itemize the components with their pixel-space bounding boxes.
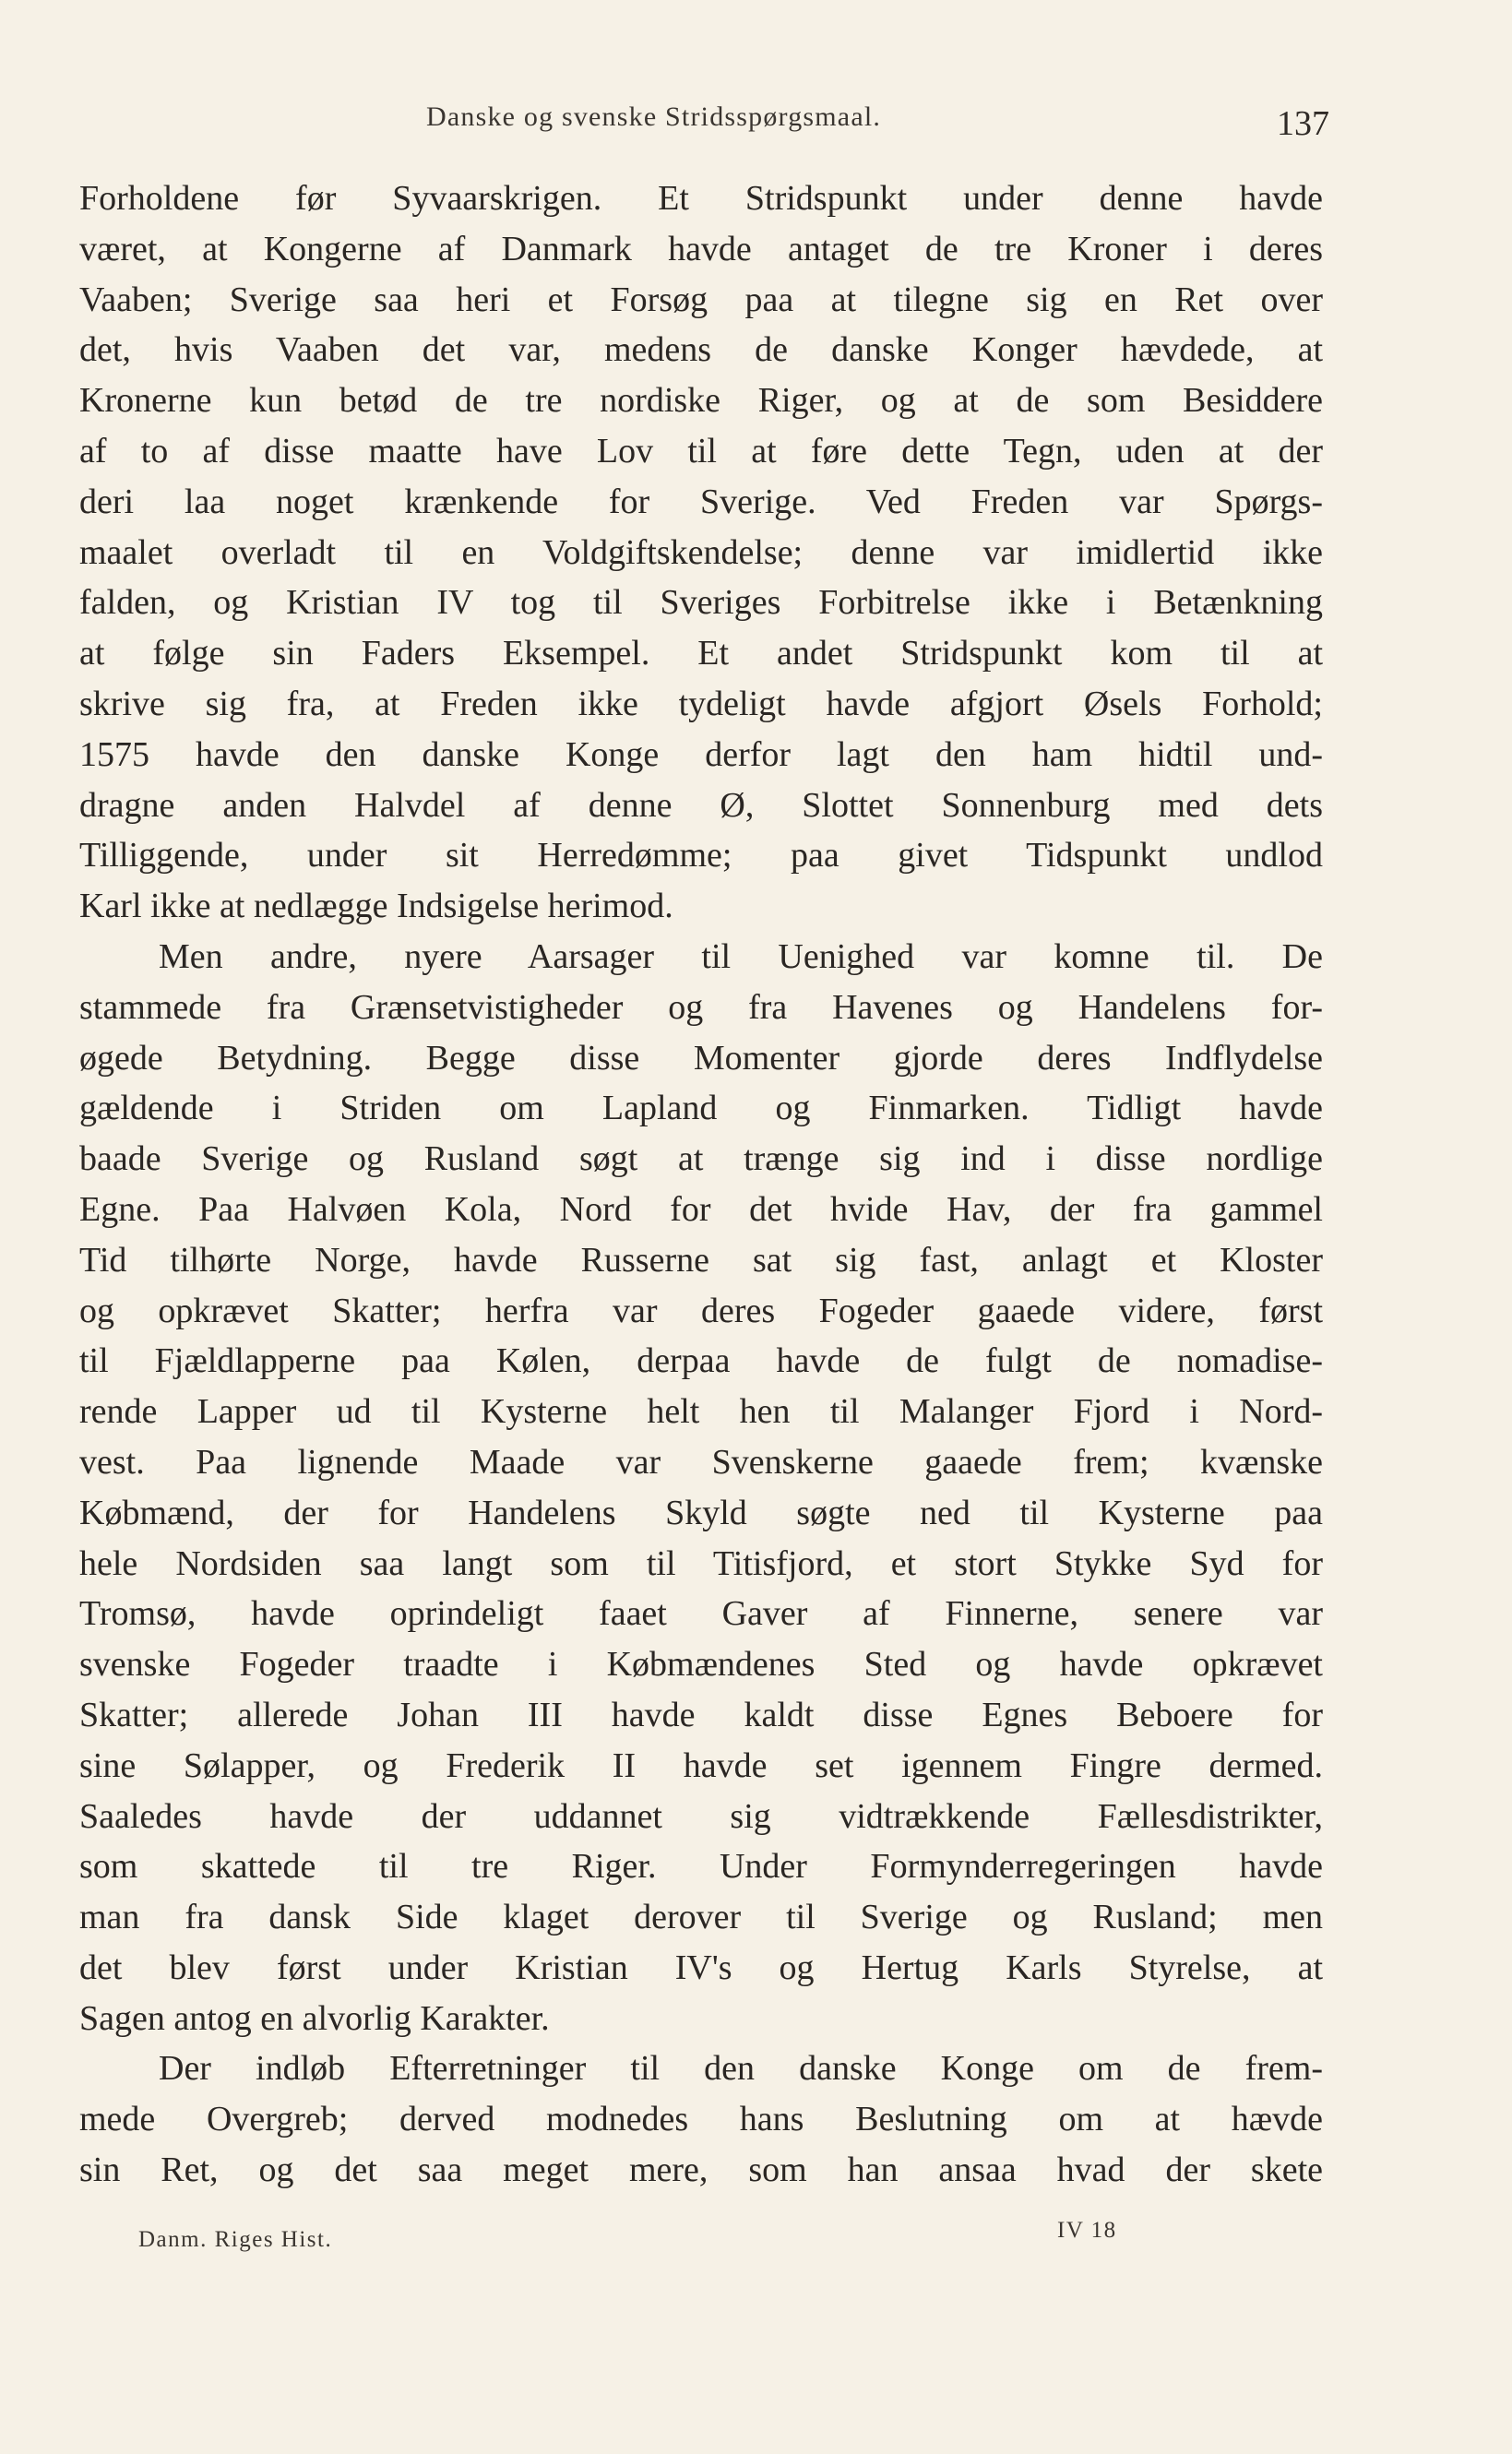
text-line: rende Lapper ud til Kysterne helt hen til Malanger Fjord i Nord- xyxy=(79,1392,1323,1432)
text-line: Karl ikke at nedlægge Indsigelse herimod. xyxy=(79,887,673,926)
text-line: Tilliggende, under sit Herredømme; paa givet Tidspunkt undlod xyxy=(79,836,1323,876)
text-line: Købmænd, der for Handelens Skyld søgte ned til Kysterne paa xyxy=(79,1493,1323,1532)
text-line: Sagen antog en alvorlig Karakter. xyxy=(79,1998,550,2038)
text-line: Saaledes havde der uddannet sig vidtrækkende Fællesdistrikter, xyxy=(79,1796,1323,1836)
body-text xyxy=(79,173,1323,2196)
page-number: 137 xyxy=(1277,104,1329,143)
text-line: som skattede til tre Riger. Under Formynderregeringen havde xyxy=(79,1847,1323,1887)
text-line: Tromsø, havde oprindeligt faaet Gaver af Finnerne, senere var xyxy=(79,1594,1323,1634)
running-title: Danske og svenske Stridsspørgsmaal. xyxy=(426,101,882,132)
text-line: sin Ret, og det saa meget mere, som han ansaa hvad der skete xyxy=(79,2150,1323,2190)
text-line: øgede Betydning. Begge disse Momenter gjorde deres Indflydelse xyxy=(79,1038,1323,1078)
text-line: man fra dansk Side klaget derover til Sverige og Rusland; men xyxy=(79,1898,1323,1937)
text-line: været, at Kongerne af Danmark havde antaget de tre Kroner i deres xyxy=(79,229,1323,268)
text-line: Kronerne kun betød de tre nordiske Riger, og at de som Besiddere xyxy=(79,381,1323,421)
text-line: baade Sverige og Rusland søgt at trænge sig ind i disse nordlige xyxy=(79,1139,1323,1179)
signature-footer xyxy=(0,2218,1512,2264)
text-line: Der indløb Efterretninger til den danske Konge om de frem- xyxy=(159,2049,1323,2089)
text-line: deri laa noget krænkende for Sverige. Ved Freden var Spørgs- xyxy=(79,482,1323,521)
text-line: af to af disse maatte have Lov til at føre dette Tegn, uden at der xyxy=(79,431,1323,471)
text-line: Tid tilhørte Norge, havde Russerne sat sig fast, anlagt et Kloster xyxy=(79,1240,1323,1280)
text-line: at følge sin Faders Eksempel. Et andet Stridspunkt kom til at xyxy=(79,634,1323,673)
text-line: falden, og Kristian IV tog til Sveriges Forbitrelse ikke i Betænkning xyxy=(79,583,1323,623)
text-line: og opkrævet Skatter; herfra var deres Fogeder gaaede videre, først xyxy=(79,1291,1323,1330)
running-head xyxy=(0,96,1512,151)
text-line: Skatter; allerede Johan III havde kaldt disse Egnes Beboere for xyxy=(79,1695,1323,1734)
sheet-number: IV 18 xyxy=(1057,2218,1117,2243)
text-line: stammede fra Grænsetvistigheder og fra Havenes og Handelens for- xyxy=(79,987,1323,1027)
text-line: vest. Paa lignende Maade var Svenskerne gaaede frem; kvænske xyxy=(79,1442,1323,1482)
text-line: Men andre, nyere Aarsager til Uenighed var komne til. De xyxy=(159,936,1323,976)
text-line: det, hvis Vaaben det var, medens de danske Konger hævdede, at xyxy=(79,330,1323,370)
text-line: Vaaben; Sverige saa heri et Forsøg paa at tilegne sig en Ret over xyxy=(79,280,1323,319)
text-line: til Fjældlapperne paa Kølen, derpaa havde de fulgt de nomadise- xyxy=(79,1341,1323,1381)
signature-mark: Danm. Riges Hist. xyxy=(138,2227,333,2252)
text-line: svenske Fogeder traadte i Købmændenes Sted og havde opkrævet xyxy=(79,1645,1323,1685)
text-line: det blev først under Kristian IV's og Hertug Karls Styrelse, at xyxy=(79,1948,1323,1987)
text-line: hele Nordsiden saa langt som til Titisfjord, et stort Stykke Syd for xyxy=(79,1543,1323,1583)
text-line: mede Overgreb; derved modnedes hans Beslutning om at hævde xyxy=(79,2100,1323,2139)
text-line: dragne anden Halvdel af denne Ø, Slottet Sonnenburg med dets xyxy=(79,785,1323,825)
text-line: Forholdene før Syvaarskrigen. Et Stridspunkt under denne havde xyxy=(79,179,1323,218)
text-line: maalet overladt til en Voldgiftskendelse; denne var imidlertid ikke xyxy=(79,532,1323,572)
text-line: Egne. Paa Halvøen Kola, Nord for det hvide Hav, der fra gammel xyxy=(79,1189,1323,1229)
text-line: sine Sølapper, og Frederik II havde set igennem Fingre dermed. xyxy=(79,1745,1323,1785)
text-line: gældende i Striden om Lapland og Finmarken. Tidligt havde xyxy=(79,1089,1323,1128)
text-line: 1575 havde den danske Konge derfor lagt den ham hidtil und- xyxy=(79,734,1323,774)
text-line: skrive sig fra, at Freden ikke tydeligt havde afgjort Øsels Forhold; xyxy=(79,684,1323,723)
